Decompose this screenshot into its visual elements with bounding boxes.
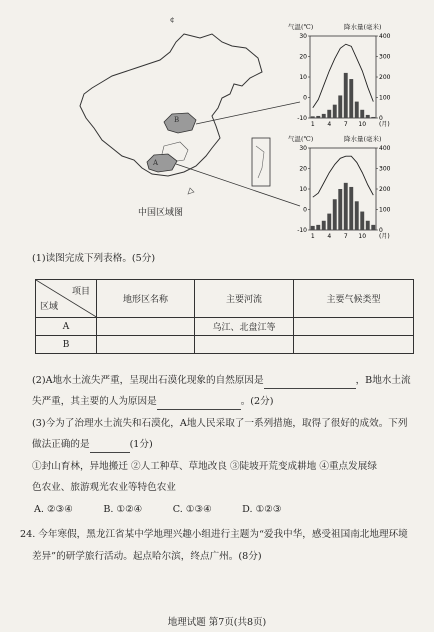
lower-temp-line bbox=[313, 156, 374, 197]
region-a-label: A bbox=[153, 159, 159, 167]
q2-text-a: (2)A地水土流失严重，呈现出石漠化现象的自然原因是 bbox=[32, 375, 264, 386]
table-row-b-terrain[interactable] bbox=[97, 336, 195, 354]
lower-precip-bar bbox=[327, 214, 331, 230]
upper-precip-bar bbox=[349, 79, 353, 118]
lower-precip-bar bbox=[311, 226, 315, 230]
question-3-line-3: ①封山育林，异地搬迁 ②人工种草、草地改良 ③陡坡开荒变成耕地 ④重点发展绿 bbox=[32, 461, 377, 472]
lower-precip-tick-label: 0 bbox=[379, 227, 383, 234]
upper-precip-bar bbox=[344, 73, 348, 118]
upper-precip-bar bbox=[327, 110, 331, 118]
upper-precip-bar bbox=[366, 115, 370, 118]
upper-precip-bar bbox=[311, 116, 315, 118]
upper-temp-tick-label: 0 bbox=[303, 94, 307, 102]
answer-table bbox=[35, 279, 414, 354]
lower-precip-tick-label: 400 bbox=[379, 145, 391, 152]
upper-precip-bar bbox=[333, 105, 337, 118]
lower-precip-bar bbox=[360, 212, 364, 230]
upper-precip-bar bbox=[360, 110, 364, 118]
table-row-a-label: A bbox=[36, 318, 97, 336]
q2-text-d: 。(2分) bbox=[240, 396, 274, 407]
lower-precip-tick-label: 300 bbox=[379, 165, 391, 173]
q2-blank-1[interactable] bbox=[264, 374, 356, 389]
question-2-line-2 bbox=[32, 395, 274, 410]
upper-x-tick-label: 10 bbox=[358, 121, 367, 128]
question-3-line-1: (3)今为了治理水土流失和石漠化，A地人民采取了一系列措施，取得了很好的成效。下列 bbox=[32, 418, 408, 429]
table-header-item: 项目 bbox=[71, 287, 90, 297]
lower-precip-bar bbox=[355, 201, 359, 230]
upper-chart-svg bbox=[288, 22, 408, 134]
question-1: (1)读图完成下列表格。(5分) bbox=[32, 253, 156, 264]
lower-chart-svg bbox=[288, 134, 408, 246]
table-header-climate: 主要气候类型 bbox=[294, 280, 414, 318]
table-row-a-terrain[interactable] bbox=[97, 318, 195, 336]
lower-precip-bar bbox=[349, 187, 353, 230]
q2-text-b: ，B地水土流 bbox=[355, 375, 411, 386]
table-header-river: 主要河流 bbox=[195, 280, 294, 318]
lower-precip-bar bbox=[316, 225, 320, 230]
upper-plot-frame bbox=[310, 36, 376, 118]
question-3-options: A. ②③④ B. ①②④ C. ①③④ D. ①②③ bbox=[34, 504, 282, 515]
upper-precip-tick-label: 300 bbox=[379, 53, 391, 61]
upper-temp-tick-label: -10 bbox=[297, 115, 307, 122]
table-header-diagonal bbox=[36, 280, 97, 318]
question-3-line-4: 色农业、旅游观光农业等特色农业 bbox=[32, 482, 176, 493]
upper-precip-tick-label: 200 bbox=[379, 74, 391, 81]
q3-text-a: 做法正确的是 bbox=[32, 439, 90, 450]
lower-x-tick-label: 7 bbox=[343, 233, 348, 240]
upper-x-tick-label: 7 bbox=[343, 121, 348, 128]
lower-x-tick-label: 4 bbox=[327, 233, 332, 240]
pointer-lines bbox=[72, 28, 312, 228]
lower-x-unit-label: (月) bbox=[379, 233, 390, 240]
table-row-b-label: B bbox=[36, 336, 97, 354]
upper-x-unit-label: (月) bbox=[379, 121, 390, 128]
upper-precip-bar bbox=[316, 116, 320, 118]
lower-precip-bar bbox=[322, 221, 326, 230]
table-row-b-climate[interactable] bbox=[294, 336, 414, 354]
lower-precip-bar bbox=[338, 189, 342, 230]
lower-temp-tick-label: -10 bbox=[297, 227, 307, 234]
lower-precip-bar bbox=[371, 225, 375, 230]
q2-blank-2[interactable] bbox=[157, 395, 241, 410]
upper-precip-tick-label: 0 bbox=[379, 115, 383, 122]
china-map bbox=[72, 28, 272, 198]
question-24-line-2: 差异”的研学旅行活动。起点哈尔滨，终点广州。(8分) bbox=[32, 551, 262, 562]
upper-x-tick-label: 1 bbox=[310, 121, 315, 128]
upper-precip-bar bbox=[355, 102, 359, 118]
q3-text-b: (1分) bbox=[129, 439, 153, 450]
upper-precip-bar bbox=[322, 114, 326, 118]
upper-precip-tick-label: 400 bbox=[379, 33, 391, 40]
q2-text-c: 失严重，其主要的人为原因是 bbox=[32, 396, 157, 407]
lower-temp-axis-label: 气温(℃) bbox=[288, 135, 314, 143]
lower-temp-tick-label: 20 bbox=[299, 165, 307, 173]
question-2-line-1 bbox=[32, 374, 411, 389]
page-footer: 地理试题 第7页(共8页) bbox=[167, 617, 267, 628]
climate-chart-upper bbox=[288, 22, 408, 134]
table-row bbox=[36, 318, 414, 336]
table-row-a-river: 乌江、北盘江等 bbox=[195, 318, 294, 336]
lower-temp-tick-label: 0 bbox=[303, 206, 307, 214]
lower-precip-bar bbox=[366, 221, 370, 230]
q3-blank[interactable] bbox=[90, 438, 130, 453]
lower-precip-tick-label: 100 bbox=[379, 206, 391, 214]
upper-temp-tick-label: 30 bbox=[299, 33, 307, 40]
upper-precip-bar bbox=[371, 117, 375, 118]
question-24-line-1: 24. 今年寒假，黑龙江省某中学地理兴趣小组进行主题为“爱我中华，感受祖国南北地理环境 bbox=[20, 529, 408, 540]
upper-temp-tick-label: 10 bbox=[299, 74, 307, 81]
table-row-a-climate[interactable] bbox=[294, 318, 414, 336]
lower-precip-bar bbox=[344, 183, 348, 230]
upper-x-tick-label: 4 bbox=[327, 121, 332, 128]
upper-precip-tick-label: 100 bbox=[379, 94, 391, 102]
lower-temp-tick-label: 10 bbox=[299, 186, 307, 193]
lower-x-tick-label: 10 bbox=[358, 233, 367, 240]
upper-temp-axis-label: 气温(℃) bbox=[288, 23, 314, 31]
upper-temp-tick-label: 20 bbox=[299, 53, 307, 61]
map-caption: 中国区域图 bbox=[138, 208, 184, 218]
lower-temp-tick-label: 30 bbox=[299, 145, 307, 152]
table-row-b-river[interactable] bbox=[195, 336, 294, 354]
upper-precip-bar bbox=[338, 95, 342, 118]
lower-precip-tick-label: 200 bbox=[379, 186, 391, 193]
lower-precip-axis-label: 降水量(毫米) bbox=[344, 135, 382, 143]
lower-x-tick-label: 1 bbox=[310, 233, 315, 240]
question-3-line-2 bbox=[32, 438, 153, 453]
table-header-terrain: 地形区名称 bbox=[97, 280, 195, 318]
top-mark: ¢ bbox=[170, 16, 175, 24]
lower-plot-frame bbox=[310, 148, 376, 230]
table-row bbox=[36, 336, 414, 354]
region-b-label: B bbox=[174, 116, 180, 124]
upper-precip-axis-label: 降水量(毫米) bbox=[344, 23, 382, 31]
upper-temp-line bbox=[313, 44, 374, 108]
climate-chart-lower bbox=[288, 134, 408, 246]
lower-precip-bar bbox=[333, 199, 337, 230]
table-header-region: 区域 bbox=[40, 302, 59, 312]
